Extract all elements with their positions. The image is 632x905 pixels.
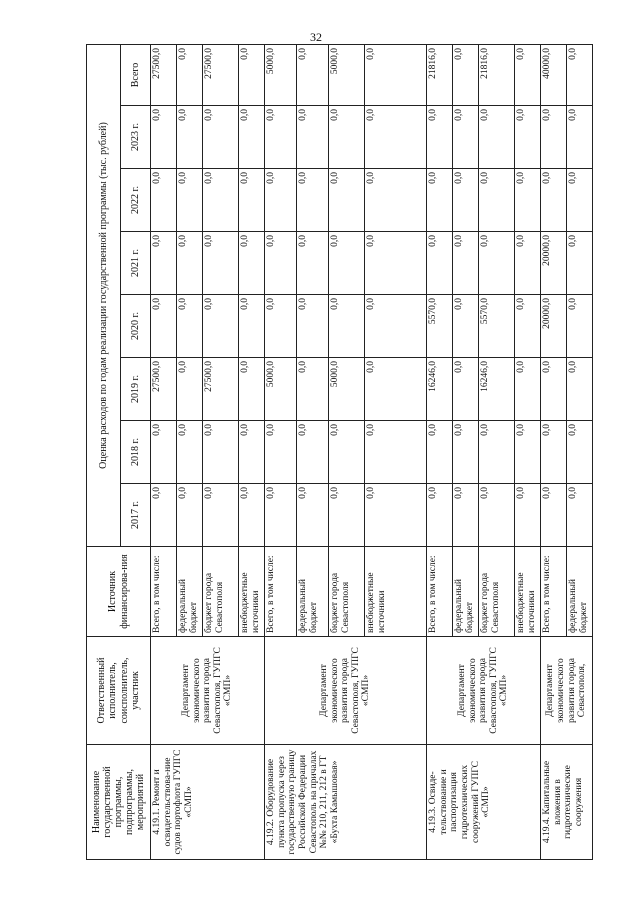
year-value: 0,0: [479, 169, 515, 232]
header-year: 2021 г.: [121, 232, 151, 295]
header-year: 2017 г.: [121, 484, 151, 547]
year-value: 5000,0: [265, 358, 297, 421]
funding-source: федеральный бюджет: [567, 547, 593, 637]
measure-name: 4.19.4. Капитальные вложения в гидротехнические сооружения: [541, 745, 593, 860]
year-value: 0,0: [151, 169, 177, 232]
year-value: 0,0: [297, 169, 329, 232]
year-value: 0,0: [297, 484, 329, 547]
year-value: 0,0: [329, 232, 365, 295]
funding-source: федеральный бюджет: [297, 547, 329, 637]
total-value: 0,0: [515, 45, 541, 106]
year-value: 0,0: [515, 106, 541, 169]
year-value: 20000,0: [541, 232, 567, 295]
year-value: 0,0: [177, 169, 203, 232]
year-value: 0,0: [265, 232, 297, 295]
year-value: 0,0: [365, 295, 427, 358]
table-row: [151, 45, 177, 860]
year-value: 0,0: [427, 106, 453, 169]
header-total: Всего: [121, 45, 151, 106]
year-value: 0,0: [453, 169, 479, 232]
funding-source: Всего, в том числе:: [427, 547, 453, 637]
year-value: 0,0: [239, 232, 265, 295]
year-value: 0,0: [365, 106, 427, 169]
year-value: 16246,0: [479, 358, 515, 421]
year-value: 0,0: [239, 484, 265, 547]
year-value: 0,0: [239, 106, 265, 169]
header-year: 2020 г.: [121, 295, 151, 358]
total-value: 40000,0: [541, 45, 567, 106]
year-value: 0,0: [515, 421, 541, 484]
year-value: 5570,0: [427, 295, 453, 358]
header-source: Источник финансирова-ния: [87, 547, 151, 637]
year-value: 20000,0: [541, 295, 567, 358]
year-value: 0,0: [515, 169, 541, 232]
year-value: 0,0: [203, 232, 239, 295]
year-value: 0,0: [329, 421, 365, 484]
funding-source: Всего, в том числе:: [541, 547, 567, 637]
measure-name: 4.19.1. Ремонт и освидетельствова-ние судов портофлота ГУПГС «СМП»: [151, 745, 265, 860]
header-name: Наименование государственной программы, подпрограммы, мероприятий: [87, 745, 151, 860]
year-value: 0,0: [151, 484, 177, 547]
year-value: 0,0: [203, 421, 239, 484]
budget-table-sheet: [86, 45, 612, 860]
year-value: 0,0: [239, 169, 265, 232]
year-value: 0,0: [479, 232, 515, 295]
table-row: [541, 45, 567, 860]
year-value: 0,0: [453, 232, 479, 295]
year-value: 0,0: [515, 358, 541, 421]
responsible-executor: Департамент экономического развития города Севастополя,: [541, 637, 593, 745]
year-value: 0,0: [479, 484, 515, 547]
year-value: 0,0: [239, 295, 265, 358]
header-year: 2019 г.: [121, 358, 151, 421]
year-value: 0,0: [177, 484, 203, 547]
year-value: 0,0: [203, 169, 239, 232]
header-year: 2022 г.: [121, 169, 151, 232]
table-body: [151, 45, 593, 860]
funding-source: Всего, в том числе:: [265, 547, 297, 637]
total-value: 0,0: [177, 45, 203, 106]
table-row: [427, 45, 453, 860]
header-responsible: Ответственный исполнитель, соисполнитель, участник: [87, 637, 151, 745]
header-year: 2018 г.: [121, 421, 151, 484]
year-value: 5570,0: [479, 295, 515, 358]
year-value: 0,0: [541, 358, 567, 421]
year-value: 0,0: [453, 358, 479, 421]
year-value: 0,0: [177, 295, 203, 358]
header-year: 2023 г.: [121, 106, 151, 169]
year-value: 0,0: [265, 106, 297, 169]
funding-source: внебюджетные источники: [515, 547, 541, 637]
year-value: 0,0: [297, 358, 329, 421]
page-number: 32: [310, 30, 322, 44]
year-value: 0,0: [177, 358, 203, 421]
year-value: 0,0: [297, 106, 329, 169]
funding-source: федеральный бюджет: [453, 547, 479, 637]
year-value: 0,0: [297, 232, 329, 295]
year-value: 0,0: [567, 421, 593, 484]
year-value: 0,0: [203, 106, 239, 169]
year-value: 0,0: [479, 421, 515, 484]
funding-source: бюджет города Севастополя: [479, 547, 515, 637]
total-value: 27500,0: [151, 45, 177, 106]
year-value: 0,0: [567, 295, 593, 358]
year-value: 0,0: [479, 106, 515, 169]
total-value: 27500,0: [203, 45, 239, 106]
funding-source: федеральный бюджет: [177, 547, 203, 637]
total-value: 0,0: [297, 45, 329, 106]
year-value: 0,0: [239, 421, 265, 484]
year-value: 0,0: [151, 232, 177, 295]
year-value: 0,0: [329, 484, 365, 547]
year-value: 0,0: [453, 484, 479, 547]
year-value: 0,0: [265, 295, 297, 358]
total-value: 5000,0: [265, 45, 297, 106]
year-value: 0,0: [151, 295, 177, 358]
funding-source: бюджет города Севастополя: [329, 547, 365, 637]
funding-source: внебюджетные источники: [365, 547, 427, 637]
responsible-executor: Департамент экономического развития города Севастополя, ГУПГС «СМП»: [427, 637, 541, 745]
year-value: 0,0: [203, 295, 239, 358]
total-value: 0,0: [239, 45, 265, 106]
total-value: 21816,0: [479, 45, 515, 106]
year-value: 0,0: [453, 295, 479, 358]
year-value: 0,0: [177, 232, 203, 295]
year-value: 0,0: [453, 106, 479, 169]
year-value: 0,0: [177, 421, 203, 484]
year-value: 0,0: [297, 295, 329, 358]
responsible-executor: Департамент экономического развития города Севастополя, ГУПГС «СМП»: [265, 637, 427, 745]
year-value: 0,0: [151, 106, 177, 169]
year-value: 5000,0: [329, 358, 365, 421]
year-value: 0,0: [515, 295, 541, 358]
year-value: 0,0: [567, 484, 593, 547]
year-value: 0,0: [265, 484, 297, 547]
funding-source: бюджет города Севастополя: [203, 547, 239, 637]
year-value: 0,0: [203, 484, 239, 547]
year-value: 0,0: [515, 232, 541, 295]
table-row: [265, 45, 297, 860]
total-value: 0,0: [567, 45, 593, 106]
year-value: 0,0: [567, 232, 593, 295]
header-estimate: Оценка расходов по годам реализации государственной программы (тыс. рублей): [87, 45, 121, 547]
year-value: 0,0: [297, 421, 329, 484]
year-value: 0,0: [427, 484, 453, 547]
funding-source: Всего, в том числе:: [151, 547, 177, 637]
year-value: 0,0: [541, 421, 567, 484]
year-value: 0,0: [329, 295, 365, 358]
year-value: 0,0: [515, 484, 541, 547]
total-value: 21816,0: [427, 45, 453, 106]
measure-name: 4.19.3. Освиде-тельствование и паспортизация гидротехнических сооружений ГУПГС «СМП»: [427, 745, 541, 860]
year-value: 0,0: [365, 232, 427, 295]
year-value: 0,0: [541, 106, 567, 169]
measure-name: 4.19.2. Оборудование пункта пропуска через государственную границу Российской Федерации Севастополь на причалах №№ 210, 211, 212 в ГТ «Бухта Камышовая»: [265, 745, 427, 860]
year-value: 0,0: [567, 358, 593, 421]
year-value: 0,0: [239, 358, 265, 421]
year-value: 0,0: [365, 421, 427, 484]
year-value: 0,0: [567, 106, 593, 169]
year-value: 0,0: [329, 106, 365, 169]
total-value: 0,0: [453, 45, 479, 106]
year-value: 0,0: [177, 106, 203, 169]
year-value: 0,0: [541, 484, 567, 547]
total-value: 5000,0: [329, 45, 365, 106]
year-value: 27500,0: [203, 358, 239, 421]
year-value: 0,0: [265, 421, 297, 484]
funding-source: внебюджетные источники: [239, 547, 265, 637]
year-value: 0,0: [541, 169, 567, 232]
year-value: 0,0: [151, 421, 177, 484]
year-value: 0,0: [365, 484, 427, 547]
year-value: 0,0: [329, 169, 365, 232]
year-value: 0,0: [365, 169, 427, 232]
year-value: 0,0: [427, 232, 453, 295]
year-value: 0,0: [265, 169, 297, 232]
year-value: 0,0: [427, 169, 453, 232]
year-value: 0,0: [427, 421, 453, 484]
year-value: 0,0: [453, 421, 479, 484]
year-value: 16246,0: [427, 358, 453, 421]
year-value: 27500,0: [151, 358, 177, 421]
responsible-executor: Департамент экономического развития города Севастополя, ГУПГС «СМП»: [151, 637, 265, 745]
year-value: 0,0: [567, 169, 593, 232]
year-value: 0,0: [365, 358, 427, 421]
budget-table: [86, 44, 593, 860]
total-value: 0,0: [365, 45, 427, 106]
